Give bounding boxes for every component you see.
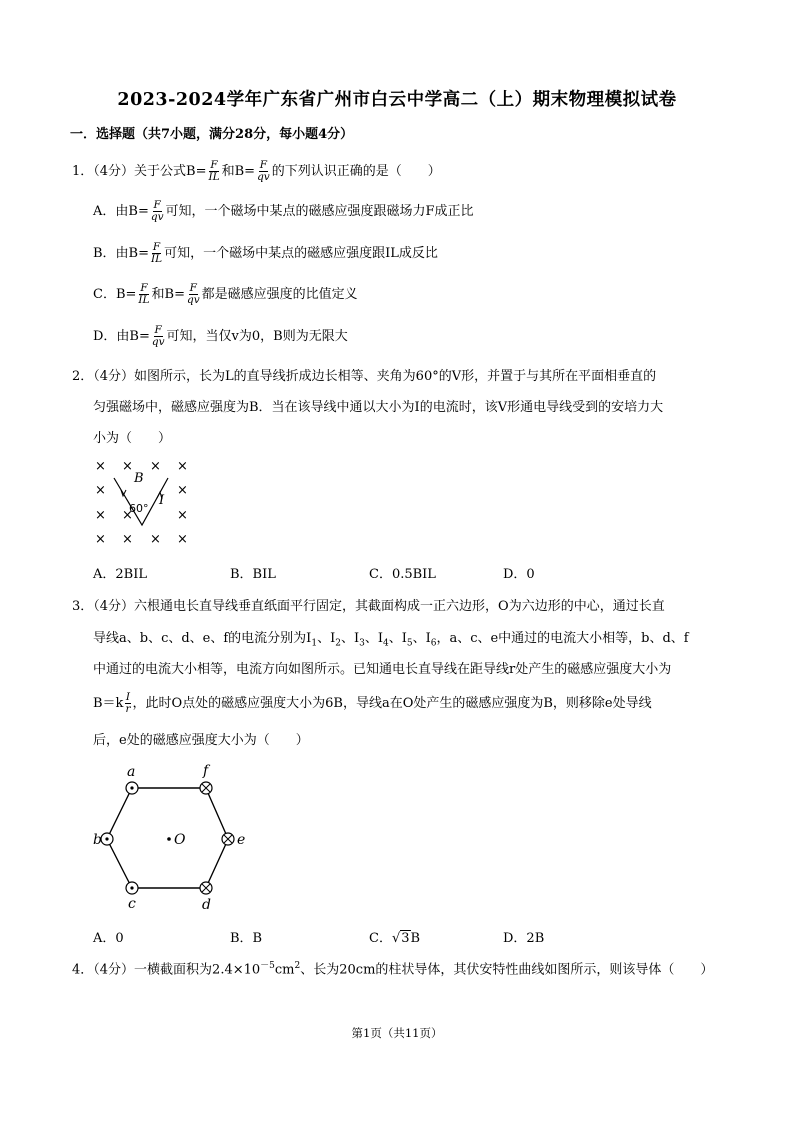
label-f: f bbox=[203, 763, 209, 779]
section-heading: 一．选择题（共7小题，满分28分，每小题4分） bbox=[70, 127, 354, 142]
cross-mark: × bbox=[95, 532, 106, 547]
cross-mark: × bbox=[177, 459, 188, 474]
question-2-line-2: 匀强磁场中，磁感应强度为B．当在该导线中通以大小为I的电流时，该V形通电导线受到的安培力大 bbox=[93, 400, 664, 415]
hexagon-figure bbox=[90, 760, 250, 910]
option-c: C．√3B bbox=[369, 931, 421, 946]
fraction: $\frac{F}{qv}$ bbox=[186, 282, 200, 306]
v-wire-figure bbox=[88, 452, 198, 552]
fraction: $\frac{F}{IL}$ bbox=[151, 241, 163, 265]
option-b: B．B bbox=[230, 931, 263, 946]
question-3-options bbox=[93, 927, 553, 945]
option-a: A．0 bbox=[93, 931, 124, 946]
fraction: $\frac{F}{qv}$ bbox=[257, 159, 270, 183]
question-2-options bbox=[93, 563, 553, 581]
cross-mark: × bbox=[177, 508, 188, 523]
cross-mark: × bbox=[122, 532, 133, 547]
center-point bbox=[167, 837, 171, 841]
cross-mark: × bbox=[122, 508, 133, 523]
cross-mark: × bbox=[177, 483, 188, 498]
label-b: b bbox=[93, 832, 102, 848]
fraction: $\frac{I}{r}$ bbox=[125, 691, 131, 715]
cross-mark: × bbox=[95, 508, 106, 523]
cross-mark: × bbox=[95, 483, 106, 498]
fraction: $\frac{F}{IL}$ bbox=[138, 282, 150, 306]
angle-label: 60° bbox=[129, 502, 149, 515]
cross-mark: × bbox=[150, 459, 161, 474]
question-3-line-1: 3．（4分）六根通电长直导线垂直纸面平行固定，其截面构成一正六边形，O为六边形的中心，通过长直 bbox=[72, 599, 665, 614]
option-a: A．2BIL bbox=[93, 567, 147, 582]
label-o: O bbox=[174, 832, 186, 848]
field-label-b: B bbox=[134, 471, 144, 486]
cross-mark: × bbox=[95, 459, 106, 474]
label-d: d bbox=[202, 897, 211, 910]
fraction: $\frac{F}{qv}$ bbox=[151, 324, 165, 348]
option-b: B．BIL bbox=[230, 567, 276, 582]
current-label-i: I bbox=[159, 493, 165, 508]
cross-mark: × bbox=[177, 532, 188, 547]
label-e: e bbox=[237, 832, 246, 848]
question-3-line-3: 中通过的电流大小相等，电流方向如图所示。已知通电长直导线在距导线r处产生的磁感应强度大小为 bbox=[93, 662, 672, 677]
option-d: D．2B bbox=[503, 931, 545, 946]
page-footer: 第1页（共11页） bbox=[351, 1026, 443, 1040]
fraction: $\frac{F}{qv}$ bbox=[150, 199, 164, 223]
question-3-line-5: 后，e处的磁感应强度大小为（ ） bbox=[93, 733, 309, 748]
question-2-line-1: 2．（4分）如图所示，长为L的直导线折成边长相等、夹角为60°的V形，并置于与其所在平面相垂直的 bbox=[72, 369, 657, 384]
fraction: $\frac{F}{IL}$ bbox=[208, 159, 220, 183]
cross-mark: × bbox=[122, 459, 133, 474]
option-c: C．0.5BIL bbox=[369, 567, 436, 582]
page-title: 2023-2024学年广东省广州市白云中学高二（上）期末物理模拟试卷 bbox=[117, 90, 677, 110]
question-1-option-b: B．由B= $\frac{F}{IL}$ 可知，一个磁场中某点的磁感应强度跟IL成反比 bbox=[93, 241, 438, 265]
question-1-option-a: A．由B= $\frac{F}{qv}$ 可知，一个磁场中某点的磁感应强度跟磁场力F成正比 bbox=[93, 199, 474, 223]
label-a: a bbox=[127, 764, 136, 780]
question-2-line-3: 小为（ ） bbox=[93, 431, 172, 446]
question-3-line-2: 导线a、b、c、d、e、f的电流分别为$I_1$、$I_2$、$I_3$、$I_4$、$I_5$、$I_6$，a、c、e中通过的电流大小相等，b、d、f bbox=[93, 631, 689, 649]
question-1-option-c: C．B= $\frac{F}{IL}$ 和B= $\frac{F}{qv}$ 都是磁感应强度的比值定义 bbox=[93, 282, 358, 306]
cross-mark: × bbox=[150, 532, 161, 547]
option-d: D．0 bbox=[503, 567, 535, 582]
question-1-option-d: D．由B= $\frac{F}{qv}$ 可知，当仅v为0，B则为无限大 bbox=[93, 324, 348, 348]
label-c: c bbox=[128, 896, 136, 910]
question-3-line-4: B＝k $\frac{I}{r}$ ，此时O点处的磁感应强度大小为6B，导线a在O处产生的磁感应强度为B，则移除e处导线 bbox=[93, 691, 652, 715]
question-4-line-1: 4．（4分）一横截面积为$2.4\times 10^{-5}cm^2$、长为20cm的柱状导体，其伏安特性曲线如图所示，则该导体（ ） bbox=[72, 961, 714, 978]
question-1-stem: 1．（4分）关于公式B= $\frac{F}{IL}$ 和B= $\frac{F}{qv}$ 的下列认识正确的是（ ） bbox=[72, 159, 441, 183]
